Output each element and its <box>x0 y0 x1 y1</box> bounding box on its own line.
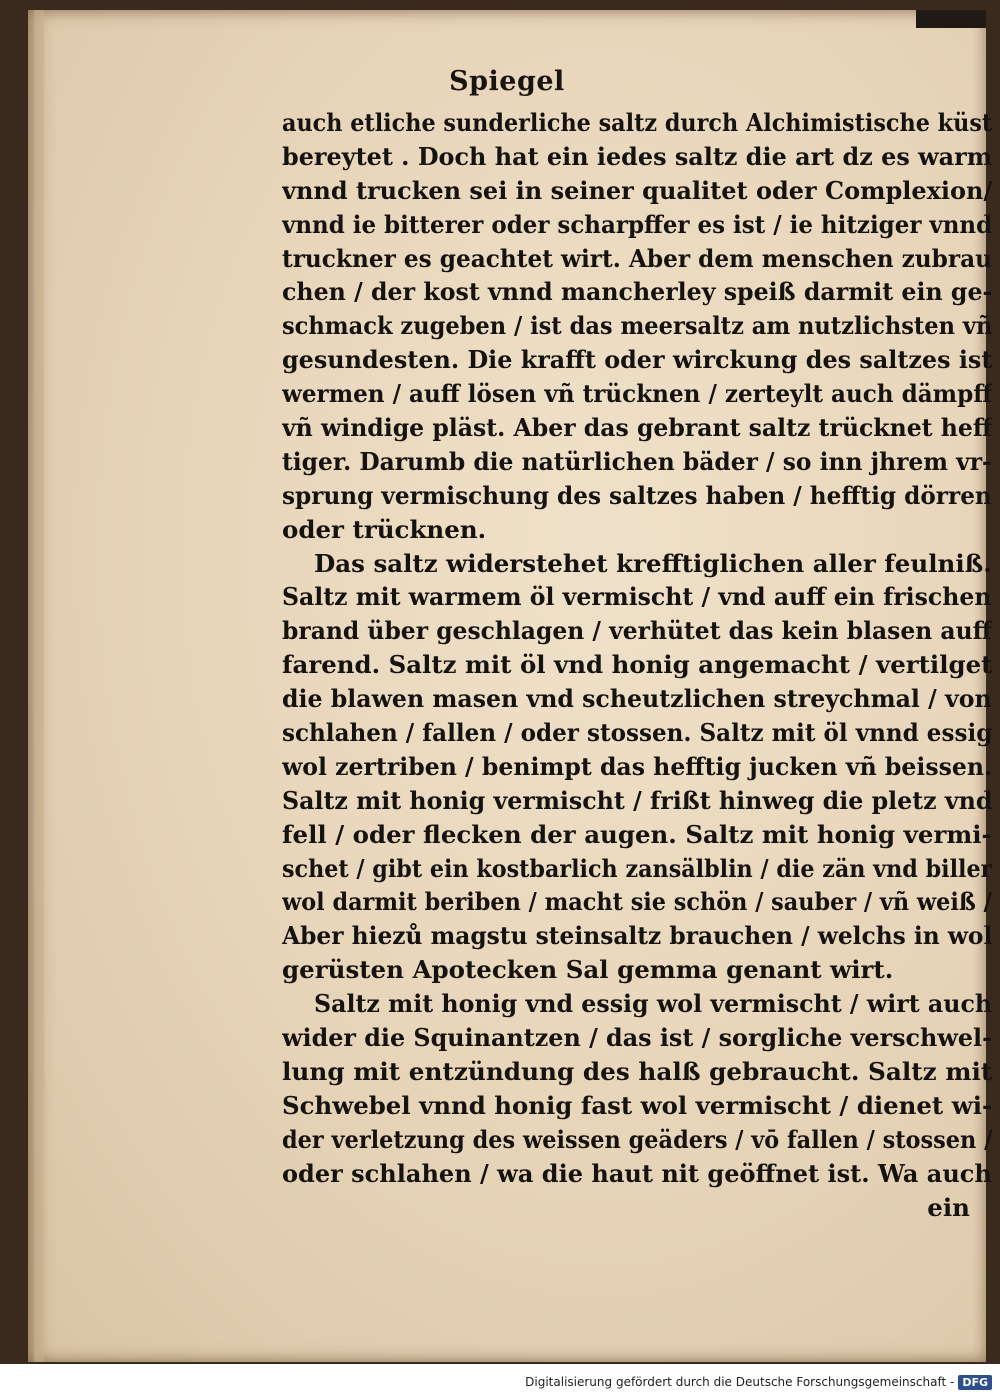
text-line: wol zertriben / benimpt das hefftig jucken vñ beissen. <box>282 751 992 781</box>
text-line: Saltz mit warmem öl vermischt / vnd auff ein frischen <box>282 582 992 612</box>
text-line: wermen / auff lösen vñ trücknen / zerteylt auch dämpff <box>282 379 992 409</box>
footer <box>0 1368 1000 1396</box>
text-line: Schwebel vnnd honig fast wol vermischt / dienet wi- <box>282 1090 992 1120</box>
text-line: schet / gibt ein kostbarlich zansälblin / die zän vnd biller <box>282 853 992 883</box>
text-line: schlahen / fallen / oder stossen. Saltz mit öl vnnd essig <box>282 718 992 748</box>
text-line: oder schlahen / wa die haut nit geöffnet ist. Wa auch <box>282 1158 992 1188</box>
text-line: fell / oder flecken der augen. Saltz mit honig vermi- <box>282 819 992 849</box>
text-line: farend. Saltz mit öl vnd honig angemacht / vertilget <box>282 650 992 680</box>
running-head: Spiegel <box>449 66 565 97</box>
text-line: wider die Squinantzen / das ist / sorgliche verschwel- <box>282 1023 992 1053</box>
text-block <box>282 106 992 1224</box>
text-line: gesundesten. Die krafft oder wirckung des saltzes ist <box>282 345 992 375</box>
text-line: der verletzung des weissen geäders / vō fallen / stossen / <box>282 1124 992 1154</box>
text-line: chen / der kost vnnd mancherley speiß darmit ein ge- <box>282 277 992 307</box>
book-page <box>28 10 992 1362</box>
text-line: brand über geschlagen / verhütet das kein blasen auff <box>282 616 992 646</box>
text-line: vnnd trucken sei in seiner qualitet oder Complexion/ <box>282 175 992 205</box>
text-line: Das saltz widerstehet krefftiglichen aller feulniß. <box>314 548 992 578</box>
text-line: Aber hiezů magstu steinsaltz brauchen / welchs in wol <box>282 921 992 951</box>
text-line: schmack zugeben / ist das meersaltz am nutzlichsten vñ <box>282 311 992 341</box>
dfg-logo: DFG <box>958 1375 992 1390</box>
text-line: die blawen masen vnd scheutzlichen streychmal / von <box>282 684 992 714</box>
text-line: sprung vermischung des saltzes haben / hefftig dörren <box>282 480 992 510</box>
text-line: Saltz mit honig vermischt / frißt hinweg die pletz vnd <box>282 785 992 815</box>
text-line: gerüsten Apotecken Sal gemma genant wirt. <box>282 955 894 985</box>
text-line: bereytet . Doch hat ein iedes saltz die art dz es warm <box>282 141 992 171</box>
text-line: lung mit entzündung des halß gebraucht. Saltz mit <box>282 1056 992 1086</box>
text-line: Saltz mit honig vnd essig wol vermischt / wirt auch <box>314 989 992 1019</box>
text-line: oder trücknen. <box>282 514 487 544</box>
text-line: wol darmit beriben / macht sie schön / sauber / vñ weiß / <box>282 887 992 917</box>
text-line: truckner es geachtet wirt. Aber dem menschen zubrau <box>282 243 992 273</box>
footer-credit: Digitalisierung gefördert durch die Deutsche Forschungsgemeinschaft - <box>525 1375 955 1389</box>
page-corner-shadow <box>916 10 986 28</box>
text-line: vñ windige pläst. Aber das gebrant saltz trücknet heff <box>282 413 992 443</box>
text-line: vnnd ie bitterer oder scharpffer es ist / ie hitziger vnnd <box>282 209 992 239</box>
text-line: auch etliche sunderliche saltz durch Alchimistische küst <box>282 108 992 137</box>
catchword: ein <box>927 1192 970 1222</box>
text-line: tiger. Darumb die natürlichen bäder / so inn jhrem vr- <box>282 446 992 476</box>
